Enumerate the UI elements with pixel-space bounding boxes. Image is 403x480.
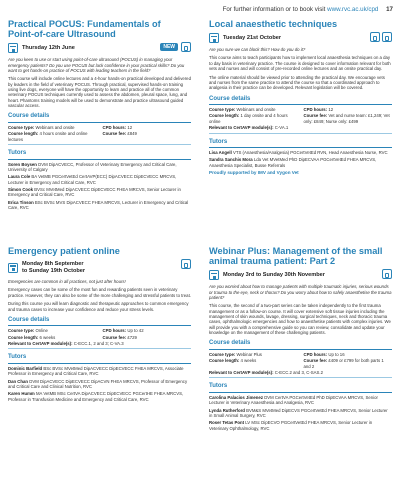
header-link[interactable]: www.rvc.ac.uk/cpd: [327, 6, 379, 13]
sponsor-note: Proudly supported by IMV and Vygon Vet: [209, 170, 299, 176]
online-icon: [370, 32, 380, 42]
description: Emergency cases can be some of the most fun and rewarding patients seen in veterinary practice. However, they can also be some of the more challenging and stressful patients to treat.: [8, 287, 191, 298]
tutor-item: Dan Chan DVM DipACVECC DipECVECC DipACVN FHEA MRCVS, Professor of Emergency and Critical Care and Clinical Nutrition, RVC: [8, 378, 188, 390]
description: This course aims to teach participants how to implement local anaesthesia techniques on a day to day basis in veterinary practice. The course is designed to cover information relevant for both vets and nurses and will consist of pre-recorded online lectures and an onsite practical day.: [209, 55, 391, 72]
date-row: [8, 259, 191, 276]
page-header: [223, 6, 393, 13]
header-text: For further information or to book visit: [222, 6, 326, 13]
section-title: Local anaesthetic techniques: [209, 19, 338, 29]
page-number: 17: [386, 6, 393, 13]
course-details: Course type: Online CPD hours: Up to 42 Course length: 6 weeks Course fee: £729 Relevant to CertAVP module(s): C-ECC.1, 2 and 3; C-VA.3: [8, 328, 191, 349]
tutor-item: Carolina Palacios Jimenez DVM CertVA PGCertVetEd PhD DipECVAA MRCVS, Senior Lecturer in Veterinary Anaesthesia and Analgesia, RVC: [209, 394, 378, 406]
description: The online material should be viewed prior to attending the practical day. We encourage vets and nurses from the same practice to attend the course so that a coordinated approach to analgesia in their practice can be developed. Relevant legislation will be covered.: [209, 74, 385, 91]
intro-text: Are you sure we can block this? How do you do it?: [209, 47, 306, 53]
details-heading: Course details: [209, 96, 392, 106]
tutor-item: Dominic Barfield BSc BVSc MVetMed DipACVECC DipECVECC FHEA MRCVS, Associate Professor in Emergency and Critical Care, RVC: [8, 365, 184, 377]
online-icon: [181, 259, 191, 269]
tutor-item: Soren Boysen DVM DipACVECC, Professor of Veterinary Emergency and Critical Care, University of Calgary: [8, 161, 177, 172]
date-row: [8, 42, 191, 54]
description: During this course you will learn diagnostic and therapeutic approaches to common emergency and trauma cases to increase your confidence and reduce your stress levels.: [8, 301, 189, 312]
calendar-icon: [8, 43, 18, 53]
intro-text: Emergencies are common in all practices, not just after hours!: [8, 279, 126, 285]
date-row: [209, 32, 392, 44]
tutors-heading: Tutors: [209, 383, 392, 393]
section-title: Webinar Plus: Management of the small animal trauma patient: Part 2: [209, 246, 383, 267]
online-icon: [382, 269, 392, 279]
tutor-item: Karen Humm MA VetMB MSc CertVA DipACVECC DipECVECC PGCertHE FHEA MRCVS, Professor in Transfusion Medicine and Emergency and Critical Care, RVC: [8, 391, 184, 402]
tutors-heading: Tutors: [209, 139, 392, 149]
tutor-item: Sandra Sanchis Mora Lda Vet MVetMed PhD DipECVAA PGCertVetEd FHEA MRCVS, Anaesthesia Specialist, Busse Referrals: [209, 157, 377, 168]
section-title: Emergency patient online: [8, 246, 120, 256]
tutor-item: Lisa Angell VTS (Anaesthesia/Analgesia) PGCertVetEd RVN, Head Anaesthesia Nurse, RVC: [209, 150, 388, 156]
course-details: Course type: Webinar Plus CPD hours: Up to 16 Course length: 4 weeks Course fee: £409 or £799 for both parts 1 and 2 Relevant to CertAVP module(s): C-ECC.2 and 3, C-SAS.2: [209, 352, 392, 378]
course-date: Monday 8th September to Sunday 19th October: [22, 260, 86, 274]
intro-text: Are you worried about how to manage patients with multiple traumatic injuries, serious wounds or trauma to the eye, neck or thorax? Do you worry about how to safely anaesthetise the trauma patient?: [209, 284, 392, 300]
calendar-icon: [8, 263, 18, 273]
tutor-item: Roser Tetas Pont LV MSc DipECVO PGCertVetEd FHEA MRCVS, Senior Lecturer in Veterinary Ophthalmology, RVC: [209, 420, 373, 431]
details-heading: Course details: [209, 340, 392, 350]
onsite-icon: [382, 32, 392, 42]
intro-text: Are you keen to use or start using point-of-care ultrasound (POCUS) in managing your emergency patients? Do you use POCUS but lack confidence in your practical skills? Do you want to get hands-on practice of POCUS with leading teachers in the field?: [8, 57, 185, 73]
details-heading: Course details: [8, 113, 191, 123]
webinar-trauma-section: [209, 246, 392, 431]
calendar-icon: [209, 270, 219, 280]
tutors-heading: Tutors: [8, 354, 191, 364]
date-row: [209, 269, 392, 281]
new-badge: NEW: [160, 43, 178, 51]
calendar-icon: [209, 33, 219, 43]
tutor-item: Lynda Rutherford BVM&S MVetMed DipECVS PGCertVetEd FHEA MRCVS, Senior Lecturer in Small Animal Surgery, RVC: [209, 407, 388, 418]
tutor-item: Simon Cook BVSc MVetMed DipACVECC DipECVECC FHEA MRCVS, Senior Lecturer in Emergency and Critical Care, RVC: [8, 186, 181, 198]
description: This course, the second of a two-part series can be taken independently to the first trauma management or as a follow-on course. It will cover extensive soft tissue injuries including the management of skin wounds, lavage, dressing, surgical techniques, neck and thoracic trauma cases, ophthalmologic emergencies and how to anaesthetise patients with complex injuries. We will provide you with a comprehensive guide so you can review, consolidate and update your knowledge on the management of these challenging patients.: [209, 303, 391, 336]
course-date: Thursday 12th June: [22, 44, 75, 51]
course-details: Course type: Webinars and onsite CPD hours: 12 Course length: 4 hours onsite and online lectures Course fee: £849: [8, 125, 191, 145]
section-title: Practical POCUS: Fundamentals of Point-of-care Ultrasound: [8, 19, 161, 40]
tutors-heading: Tutors: [8, 150, 191, 160]
tutor-item: Erica Tinson BSc BVSc MVS DipACVECC FHEA MRCVS, Lecturer in Emergency and Critical Care, RVC: [8, 199, 189, 211]
course-date: Tuesday 21st October: [223, 34, 282, 41]
local-anaesthetic-section: [209, 19, 392, 176]
onsite-icon: [181, 42, 191, 52]
course-date: Monday 3rd to Sunday 30th November: [223, 271, 325, 278]
emergency-section: [8, 246, 191, 402]
details-heading: Course details: [8, 317, 191, 327]
tutor-item: Laura Cole BA VetMB PGCertVetEd CertAVP(ECC) DipACVECC DipECVECC MRCVS, Lecturer in Emergency and Critical Care, RVC: [8, 174, 177, 185]
description: This course will include online lectures and a 4-hour hands-on practical developed and delivered by leaders in the field of veterinary POCUS. Through practical, supervised hands-on training using live dogs, everyone will have the opportunity to learn and practice all of the common veterinary POCUS techniques currently used to assess the abdomen, pleural space, lung, and heart. Phantoms training models will be used to demonstrate and practice ultrasound guided vascular access.: [8, 76, 191, 109]
practical-pocus-section: [8, 19, 191, 210]
course-details: Course type: Webinars and onsite CPD hours: 12 Course length: 1 day onsite and 4 hours online Course fee: Vet and nurse team: £1,249; Vet only: £849; Nurse only: £499 Relevant to CertAVP module(s): C-VA.1: [209, 107, 392, 133]
